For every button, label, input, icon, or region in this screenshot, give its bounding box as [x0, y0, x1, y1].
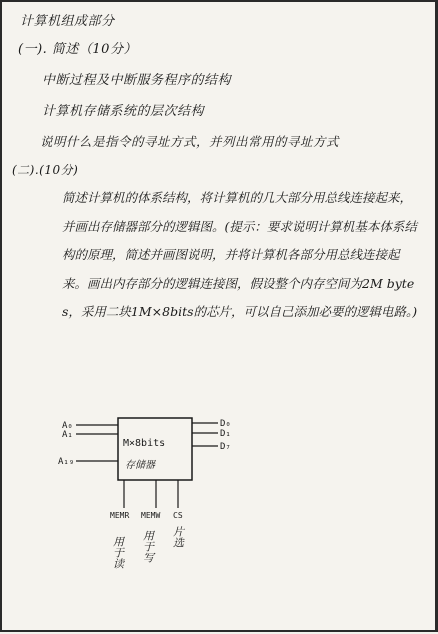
section-2-heading: (二).(10分) — [12, 163, 79, 177]
pin-label-d1: D₁ — [220, 429, 231, 439]
pin-label-d0: D₀ — [220, 419, 231, 429]
section-2-body: 简述计算机的体系结构，将计算机的几大部分用总线连接起来，并画出存储器部分的逻辑图。(提示：要求说明计算机基本体系结构的原理，简述并画图说明，并将计算机各部分用总线连接起来。画出内存部分的逻辑连接图，假设整个内存空间为2M bytes，采用二块1M×8bits的芯片，可以自己添加必要的逻辑电路。) — [62, 190, 418, 319]
pin-label-cs: CS — [173, 511, 183, 520]
pin-label-memw: MEMW — [141, 511, 161, 520]
caption-write: 用于写 — [141, 530, 155, 563]
pin-label-a1: A₁ — [62, 430, 73, 440]
page-title: 计算机组成部分 — [20, 14, 115, 29]
caption-chip-select: 片选 — [171, 526, 185, 548]
pin-label-a0: A₀ — [62, 421, 73, 431]
pin-label-d7: D₇ — [220, 442, 231, 452]
pin-label-memr: MEMR — [110, 511, 130, 520]
question-3: 说明什么是指令的寻址方式，并列出常用的寻址方式 — [40, 134, 340, 149]
chip-label-type: 存储器 — [125, 460, 155, 471]
section-1-heading: (一). 简述（10分） — [18, 42, 137, 57]
question-2: 计算机存储系统的层次结构 — [42, 104, 205, 119]
pin-label-a19: A₁₉ — [58, 457, 75, 467]
caption-read: 用于读 — [111, 536, 125, 569]
question-1: 中断过程及中断服务程序的结构 — [42, 73, 232, 88]
chip-label-capacity: M×8bits — [123, 438, 166, 449]
memory-chip-diagram — [2, 2, 438, 634]
